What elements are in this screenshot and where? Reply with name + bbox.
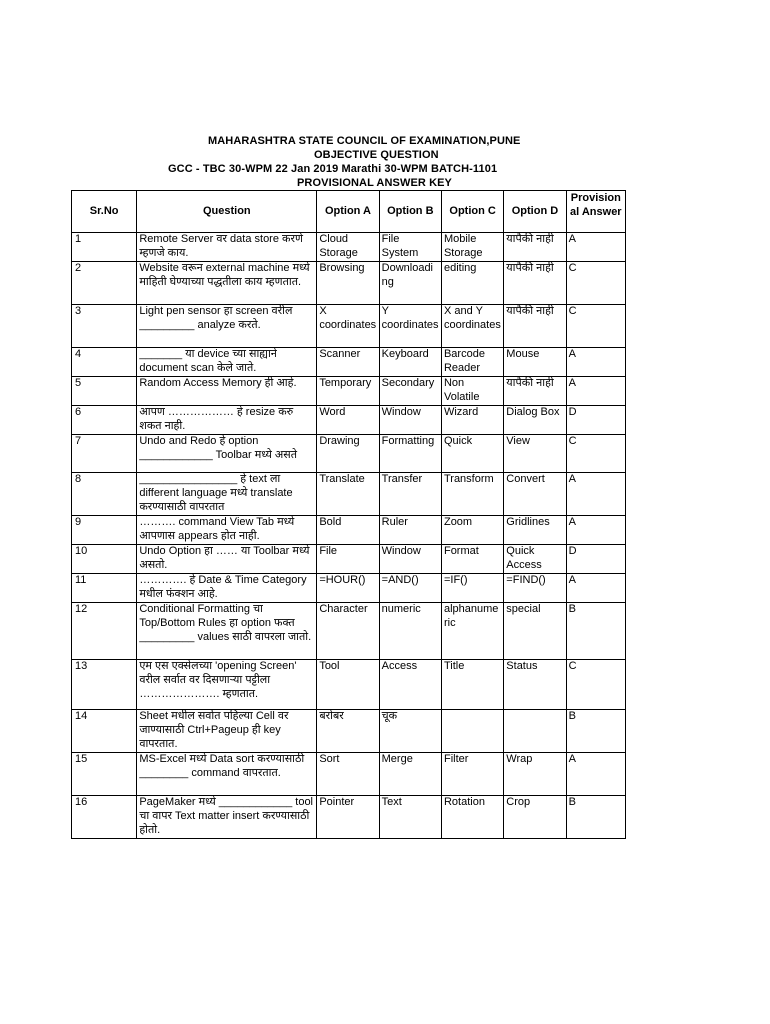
option-a-cell: Sort: [317, 753, 379, 796]
option-c-cell: Barcode Reader: [441, 348, 503, 377]
option-d-cell: यापैकी नाही: [504, 262, 566, 305]
option-b-cell: चूक: [379, 710, 441, 753]
option-a-cell: Pointer: [317, 796, 379, 839]
option-b-cell: =AND(): [379, 574, 441, 603]
exam-details: GCC - TBC 30-WPM 22 Jan 2019 Marathi 30-WPM BATCH-1101: [168, 163, 498, 175]
option-a-cell: बरोबर: [317, 710, 379, 753]
table-row: [72, 262, 626, 305]
table-row: [72, 435, 626, 473]
answer-cell: D: [566, 406, 625, 435]
table-row: [72, 516, 626, 545]
answer-cell: B: [566, 796, 625, 839]
question-cell: Sheet मधील सर्वात पहिल्या Cell वर जाण्यासाठी Ctrl+Pageup ही key वापरतात.: [137, 710, 317, 753]
answer-cell: A: [566, 516, 625, 545]
answer-cell: B: [566, 603, 625, 660]
question-cell: Light pen sensor हा screen वरील _________ analyze करते.: [137, 305, 317, 348]
sr-no-cell: 5: [72, 377, 137, 406]
option-c-cell: [441, 710, 503, 753]
option-b-cell: Text: [379, 796, 441, 839]
option-a-cell: Drawing: [317, 435, 379, 473]
option-d-cell: [504, 710, 566, 753]
option-a-cell: Bold: [317, 516, 379, 545]
option-d-cell: View: [504, 435, 566, 473]
question-cell: ………. command View Tab मध्ये आपणास appears होत नाही.: [137, 516, 317, 545]
option-b-cell: Transfer: [379, 473, 441, 516]
answer-cell: A: [566, 574, 625, 603]
table-row: [72, 545, 626, 574]
sr-no-cell: 4: [72, 348, 137, 377]
option-b-cell: Secondary: [379, 377, 441, 406]
option-a-cell: File: [317, 545, 379, 574]
option-b-cell: Access: [379, 660, 441, 710]
option-a-cell: Scanner: [317, 348, 379, 377]
option-d-cell: Convert: [504, 473, 566, 516]
option-d-cell: Wrap: [504, 753, 566, 796]
answer-cell: C: [566, 262, 625, 305]
answer-cell: A: [566, 473, 625, 516]
option-a-cell: Tool: [317, 660, 379, 710]
table-row: [72, 377, 626, 406]
option-c-cell: Wizard: [441, 406, 503, 435]
answer-cell: A: [566, 348, 625, 377]
sr-no-cell: 6: [72, 406, 137, 435]
option-d-cell: special: [504, 603, 566, 660]
header-question: Question: [137, 191, 317, 233]
council-title: MAHARASHTRA STATE COUNCIL OF EXAMINATION,PUNE: [208, 135, 521, 147]
option-c-cell: editing: [441, 262, 503, 305]
option-b-cell: Merge: [379, 753, 441, 796]
question-cell: Undo and Redo हे option ____________ Toolbar मध्ये असते: [137, 435, 317, 473]
option-a-cell: Translate: [317, 473, 379, 516]
table-row: [72, 233, 626, 262]
table-row: [72, 753, 626, 796]
option-c-cell: Non Volatile: [441, 377, 503, 406]
option-a-cell: Cloud Storage: [317, 233, 379, 262]
question-cell: Random Access Memory ही आहे.: [137, 377, 317, 406]
table-row: [72, 473, 626, 516]
option-a-cell: Browsing: [317, 262, 379, 305]
header-option-a: Option A: [317, 191, 379, 233]
option-c-cell: Transform: [441, 473, 503, 516]
option-d-cell: Mouse: [504, 348, 566, 377]
header-srno: Sr.No: [72, 191, 137, 233]
answer-cell: C: [566, 435, 625, 473]
option-c-cell: alphanumeric: [441, 603, 503, 660]
question-cell: Undo Option हा …… या Toolbar मध्ये असतो.: [137, 545, 317, 574]
answer-cell: C: [566, 305, 625, 348]
table-row: [72, 603, 626, 660]
option-c-cell: =IF(): [441, 574, 503, 603]
option-b-cell: Window: [379, 545, 441, 574]
option-a-cell: Word: [317, 406, 379, 435]
option-d-cell: यापैकी नाही: [504, 233, 566, 262]
question-cell: …………. हे Date & Time Category मधील फंक्शन आहे.: [137, 574, 317, 603]
question-cell: MS-Excel मध्ये Data sort करण्यासाठी ________ command वापरतात.: [137, 753, 317, 796]
option-d-cell: Gridlines: [504, 516, 566, 545]
option-c-cell: Title: [441, 660, 503, 710]
option-b-cell: Ruler: [379, 516, 441, 545]
option-b-cell: File System: [379, 233, 441, 262]
option-b-cell: Window: [379, 406, 441, 435]
option-d-cell: Crop: [504, 796, 566, 839]
sr-no-cell: 10: [72, 545, 137, 574]
header-provisional-answer: Provision al Answer: [566, 191, 625, 233]
option-d-cell: =FIND(): [504, 574, 566, 603]
option-b-cell: numeric: [379, 603, 441, 660]
sr-no-cell: 7: [72, 435, 137, 473]
option-b-cell: Keyboard: [379, 348, 441, 377]
answer-cell: D: [566, 545, 625, 574]
option-d-cell: Status: [504, 660, 566, 710]
option-c-cell: Rotation: [441, 796, 503, 839]
answer-cell: A: [566, 233, 625, 262]
question-cell: ________________ हे text ला different language मध्ये translate करण्यासाठी वापरतात: [137, 473, 317, 516]
header-option-b: Option B: [379, 191, 441, 233]
sr-no-cell: 12: [72, 603, 137, 660]
answer-cell: A: [566, 753, 625, 796]
sr-no-cell: 16: [72, 796, 137, 839]
option-d-cell: Quick Access: [504, 545, 566, 574]
table-row: [72, 796, 626, 839]
question-cell: एम एस एक्सेलच्या 'opening Screen' वरील सर्वात वर दिसणाऱ्या पट्टीला …………………. म्हणतात.: [137, 660, 317, 710]
table-row: [72, 406, 626, 435]
table-header-row: [72, 191, 626, 233]
option-b-cell: Downloading: [379, 262, 441, 305]
option-b-cell: Formatting: [379, 435, 441, 473]
option-c-cell: X and Y coordinates: [441, 305, 503, 348]
option-c-cell: Format: [441, 545, 503, 574]
option-d-cell: यापैकी नाही: [504, 305, 566, 348]
table-row: [72, 348, 626, 377]
sr-no-cell: 15: [72, 753, 137, 796]
sr-no-cell: 9: [72, 516, 137, 545]
question-cell: PageMaker मध्ये ____________ tool चा वापर Text matter insert करण्यासाठी होतो.: [137, 796, 317, 839]
option-a-cell: =HOUR(): [317, 574, 379, 603]
answer-cell: C: [566, 660, 625, 710]
answer-key-table: [71, 190, 626, 839]
option-d-cell: Dialog Box: [504, 406, 566, 435]
answer-cell: A: [566, 377, 625, 406]
sr-no-cell: 11: [72, 574, 137, 603]
question-cell: _______ या device च्या साह्याने document scan केले जाते.: [137, 348, 317, 377]
sr-no-cell: 14: [72, 710, 137, 753]
table-body: [72, 233, 626, 839]
option-d-cell: यापैकी नाही: [504, 377, 566, 406]
answer-key-title: PROVISIONAL ANSWER KEY: [297, 177, 452, 189]
question-cell: Conditional Formatting चा Top/Bottom Rules हा option फक्त _________ values साठी वापरला जातो.: [137, 603, 317, 660]
option-c-cell: Filter: [441, 753, 503, 796]
table-row: [72, 305, 626, 348]
option-a-cell: Temporary: [317, 377, 379, 406]
exam-type: OBJECTIVE QUESTION: [314, 149, 439, 161]
table-row: [72, 710, 626, 753]
option-c-cell: Quick: [441, 435, 503, 473]
sr-no-cell: 3: [72, 305, 137, 348]
sr-no-cell: 8: [72, 473, 137, 516]
table-row: [72, 574, 626, 603]
sr-no-cell: 13: [72, 660, 137, 710]
header-option-d: Option D: [504, 191, 566, 233]
sr-no-cell: 2: [72, 262, 137, 305]
table-row: [72, 660, 626, 710]
sr-no-cell: 1: [72, 233, 137, 262]
question-cell: आपण ……………… हे resize करु शकत नाही.: [137, 406, 317, 435]
question-cell: Remote Server वर data store करणे म्हणजे काय.: [137, 233, 317, 262]
header-option-c: Option C: [441, 191, 503, 233]
option-b-cell: Y coordinates: [379, 305, 441, 348]
option-c-cell: Zoom: [441, 516, 503, 545]
question-cell: Website वरून external machine मध्ये माहिती घेण्याच्या पद्धतीला काय म्हणतात.: [137, 262, 317, 305]
answer-cell: B: [566, 710, 625, 753]
option-a-cell: X coordinates: [317, 305, 379, 348]
option-c-cell: Mobile Storage: [441, 233, 503, 262]
option-a-cell: Character: [317, 603, 379, 660]
